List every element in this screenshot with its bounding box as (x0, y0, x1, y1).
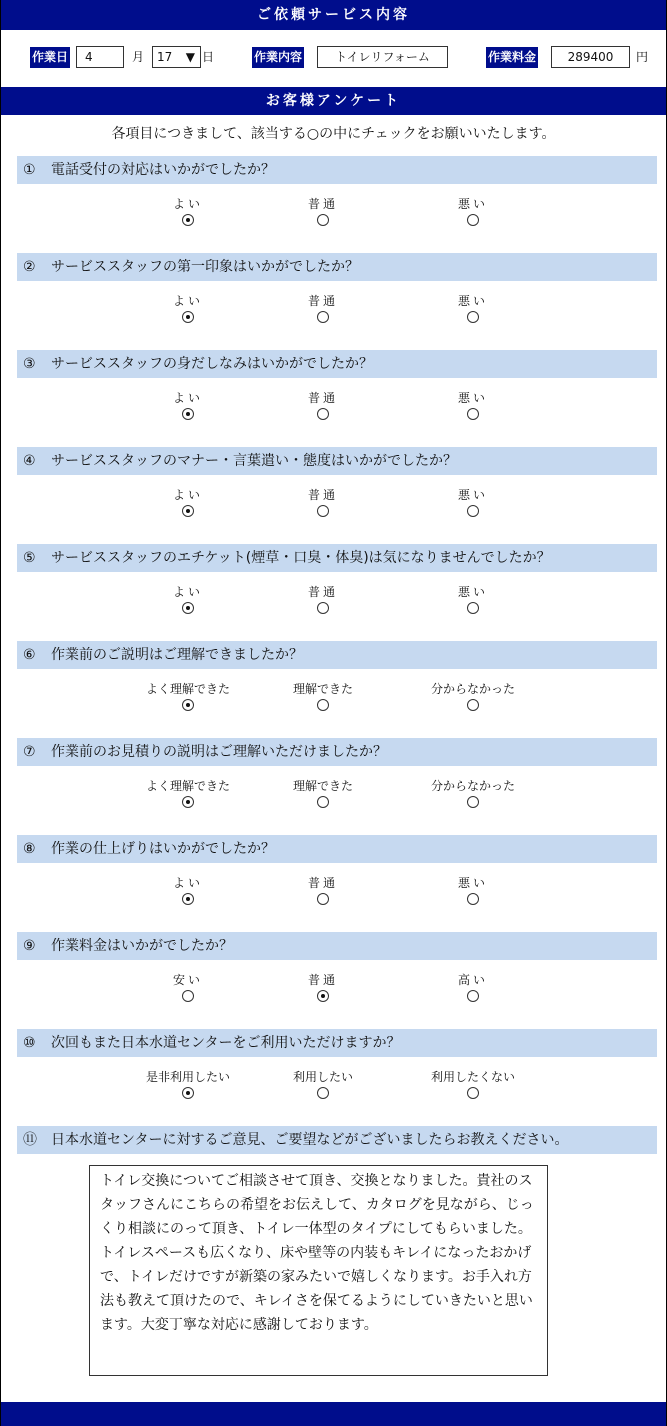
survey-instruction: 各項目につきまして、該当する○の中にチェックをお願いいたします。 (111, 126, 556, 142)
answer-option-label: 悪い (457, 197, 488, 211)
answer-option[interactable] (248, 584, 398, 614)
radio-button[interactable] (317, 408, 329, 420)
answer-option[interactable] (248, 487, 398, 517)
radio-button[interactable] (317, 1087, 329, 1099)
answer-option-label: 悪い (457, 488, 488, 502)
answer-option[interactable] (248, 778, 398, 808)
answer-option-label: 悪い (457, 391, 488, 405)
answer-option-label: よい (172, 488, 203, 502)
question-bar (17, 835, 657, 863)
question-text: サービススタッフの身だしなみはいかがでしたか？ (51, 356, 373, 372)
radio-button[interactable] (182, 699, 194, 711)
answer-option[interactable] (248, 972, 398, 1002)
answer-option[interactable] (248, 1069, 398, 1099)
answer-option-label: 普通 (307, 488, 338, 502)
footer-bar (1, 1402, 666, 1426)
answer-option-label: 利用したい (292, 1070, 353, 1084)
answer-option[interactable] (113, 293, 263, 323)
radio-button[interactable] (182, 602, 194, 614)
question-text: 作業前のご説明はご理解できましたか？ (51, 647, 303, 663)
answer-option-label: 安い (172, 973, 203, 987)
answer-option[interactable] (398, 1069, 548, 1099)
question-number: ⑪ (23, 1132, 37, 1148)
question-text: 作業料金はいかがでしたか？ (51, 938, 233, 954)
day-select[interactable] (152, 46, 201, 68)
answer-option[interactable] (398, 196, 548, 226)
answer-option[interactable] (113, 1069, 263, 1099)
radio-button[interactable] (467, 893, 479, 905)
radio-button[interactable] (317, 602, 329, 614)
radio-button[interactable] (467, 311, 479, 323)
question-number: ① (23, 162, 36, 178)
answer-option[interactable] (398, 875, 548, 905)
question-text: 作業の仕上げりはいかがでしたか？ (51, 841, 275, 857)
answer-option[interactable] (248, 875, 398, 905)
answer-option-label: 普通 (307, 876, 338, 890)
question-number: ③ (23, 356, 36, 372)
radio-button[interactable] (467, 1087, 479, 1099)
answer-option-label: 普通 (307, 973, 338, 987)
question-bar (17, 641, 657, 669)
day-select-value: 17 (157, 50, 173, 64)
answer-option-label: 分からなかった (430, 779, 515, 793)
answer-option[interactable] (113, 972, 263, 1002)
answer-option-label: 高い (457, 973, 488, 987)
radio-button[interactable] (317, 214, 329, 226)
question-number: ⑦ (23, 744, 36, 760)
radio-button[interactable] (182, 990, 194, 1002)
answer-option[interactable] (398, 293, 548, 323)
service-details-header: ご依頼サービス内容 (1, 0, 666, 30)
radio-button[interactable] (467, 214, 479, 226)
work-content-label: 作業内容 (252, 47, 304, 68)
answer-option[interactable] (398, 487, 548, 517)
radio-button[interactable] (182, 893, 194, 905)
question-bar (17, 738, 657, 766)
day-unit: 日 (202, 50, 215, 64)
radio-button[interactable] (317, 311, 329, 323)
answer-option-label: 悪い (457, 294, 488, 308)
radio-button[interactable] (182, 408, 194, 420)
answer-option-label: 理解できた (292, 682, 353, 696)
answer-option-label: よく理解できた (145, 779, 230, 793)
answer-option[interactable] (113, 875, 263, 905)
comment-question-bar (17, 1126, 657, 1154)
answer-option[interactable] (398, 584, 548, 614)
comment-textarea[interactable]: トイレ交換についてご相談させて頂き、交換となりました。貴社のスタッフさんにこちらの希望をお伝えして、カタログを見ながら、じっくり相談にのって頂き、トイレ一体型のタイプにしてもらいました。トイレスペースも広くなり、床や壁等の内装もキレイになったおかげで、トイレだけですが新築の家みたいで嬉しくなります。お手入れ方法も教えて頂けたので、キレイさを保てるようにしていきたいと思います。大変丁寧な対応に感謝しております。 (89, 1165, 548, 1376)
answer-option-label: よい (172, 294, 203, 308)
radio-button[interactable] (467, 699, 479, 711)
answer-option[interactable] (248, 293, 398, 323)
question-number: ⑩ (23, 1035, 36, 1051)
radio-button[interactable] (467, 505, 479, 517)
question-bar (17, 253, 657, 281)
radio-button[interactable] (182, 311, 194, 323)
answer-option[interactable] (248, 390, 398, 420)
work-date-label: 作業日 (30, 47, 70, 68)
answer-option-label: よい (172, 391, 203, 405)
answer-option[interactable] (398, 390, 548, 420)
fee-unit: 円 (636, 50, 649, 64)
question-number: ⑤ (23, 550, 36, 566)
dropdown-arrow-icon: ▼ (185, 50, 195, 64)
survey-header: お客様アンケート (1, 87, 666, 115)
answer-option[interactable] (113, 487, 263, 517)
radio-button[interactable] (467, 602, 479, 614)
radio-button[interactable] (317, 796, 329, 808)
question-bar (17, 350, 657, 378)
radio-button[interactable] (467, 796, 479, 808)
answer-option-label: 是非利用したい (145, 1070, 230, 1084)
answer-option-label: 悪い (457, 876, 488, 890)
answer-option[interactable] (248, 681, 398, 711)
month-unit: 月 (132, 50, 145, 64)
radio-button[interactable] (317, 990, 329, 1002)
question-number: ⑥ (23, 647, 36, 663)
answer-option-label: 普通 (307, 294, 338, 308)
work-content-input[interactable]: トイレリフォーム (317, 46, 448, 68)
question-text: 電話受付の対応はいかがでしたか？ (51, 162, 275, 178)
answer-option-label: 普通 (307, 391, 338, 405)
question-number: ④ (23, 453, 36, 469)
answer-option-label: 分からなかった (430, 682, 515, 696)
radio-button[interactable] (317, 893, 329, 905)
question-text: 次回もまた日本水道センターをご利用いただけますか？ (51, 1035, 401, 1051)
month-input[interactable]: 4 (76, 46, 124, 68)
radio-button[interactable] (467, 990, 479, 1002)
question-bar (17, 544, 657, 572)
answer-option[interactable] (113, 196, 263, 226)
radio-button[interactable] (182, 214, 194, 226)
radio-button[interactable] (182, 1087, 194, 1099)
answer-option-label: 普通 (307, 585, 338, 599)
question-bar (17, 156, 657, 184)
answer-option-label: 理解できた (292, 779, 353, 793)
answer-option-label: 普通 (307, 197, 338, 211)
question-bar (17, 1029, 657, 1057)
radio-button[interactable] (182, 796, 194, 808)
question-text: 作業前のお見積りの説明はご理解いただけましたか？ (51, 744, 387, 760)
question-bar (17, 932, 657, 960)
question-text: サービススタッフのエチケット(煙草・口臭・体臭)は気になりませんでしたか？ (51, 550, 551, 566)
radio-button[interactable] (317, 505, 329, 517)
answer-option-label: よい (172, 197, 203, 211)
question-number: ⑨ (23, 938, 36, 954)
work-details-row (1, 44, 666, 72)
answer-option[interactable] (248, 196, 398, 226)
answer-option-label: 利用したくない (430, 1070, 515, 1084)
work-fee-input[interactable]: 289400 (551, 46, 630, 68)
question-number: ② (23, 259, 36, 275)
answer-option[interactable] (398, 972, 548, 1002)
answer-option[interactable] (113, 778, 263, 808)
question-text: サービススタッフのマナー・言葉遣い・態度はいかがでしたか？ (51, 453, 457, 469)
work-fee-label: 作業料金 (486, 47, 538, 68)
answer-option-label: よい (172, 585, 203, 599)
radio-button[interactable] (317, 699, 329, 711)
radio-button[interactable] (467, 408, 479, 420)
answer-option[interactable] (113, 584, 263, 614)
answer-option[interactable] (398, 778, 548, 808)
answer-option-label: よい (172, 876, 203, 890)
answer-option[interactable] (398, 681, 548, 711)
question-text: 日本水道センターに対するご意見、ご要望などがございましたらお教えください。 (51, 1132, 569, 1148)
answer-option[interactable] (113, 681, 263, 711)
radio-button[interactable] (182, 505, 194, 517)
question-number: ⑧ (23, 841, 36, 857)
answer-option-label: よく理解できた (145, 682, 230, 696)
question-bar (17, 447, 657, 475)
answer-option-label: 悪い (457, 585, 488, 599)
answer-option[interactable] (113, 390, 263, 420)
question-text: サービススタッフの第一印象はいかがでしたか？ (51, 259, 359, 275)
